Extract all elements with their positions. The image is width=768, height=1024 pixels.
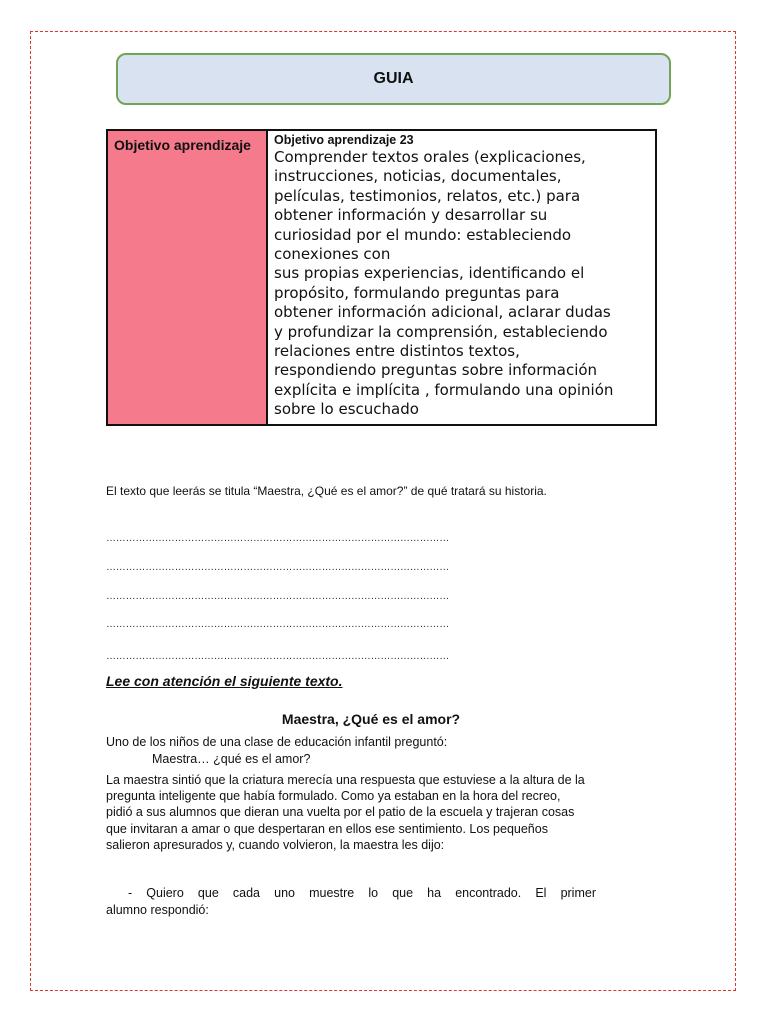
title-banner bbox=[116, 53, 671, 105]
answer-line[interactable]: …………………………………………………………………………………………… bbox=[106, 591, 450, 602]
objective-label-cell bbox=[108, 131, 268, 424]
answer-line[interactable]: …………………………………………………………………………………………… bbox=[106, 651, 450, 662]
story-dialog bbox=[106, 885, 596, 919]
dialog-line: alumno respondió: bbox=[106, 903, 209, 917]
answer-line[interactable]: …………………………………………………………………………………………… bbox=[106, 533, 450, 544]
story-paragraph-line: salieron apresurados y, cuando volvieron, la maestra les dijo: bbox=[106, 837, 445, 852]
dialog-line: - Quiero que cada uno muestre lo que ha encontrado. El primer bbox=[128, 886, 596, 900]
objective-body bbox=[274, 148, 649, 420]
objective-content-cell bbox=[268, 131, 655, 424]
objective-body-line: sus propias experiencias, identificando el bbox=[274, 264, 585, 283]
story-paragraph-line: pidió a sus alumnos que dieran una vuelta por el patio de la escuela y trajeran cosas bbox=[106, 805, 575, 820]
objective-body-line: películas, testimonios, relatos, etc.) para bbox=[274, 186, 581, 205]
objective-body-line: sobre lo escuchado bbox=[274, 400, 419, 419]
objective-body-line: explícita e implícita , formulando una opinión bbox=[274, 380, 614, 399]
objective-body-line: propósito, formulando preguntas para bbox=[274, 283, 560, 302]
objective-body-line: relaciones entre distintos textos, bbox=[274, 342, 520, 361]
answer-line[interactable]: …………………………………………………………………………………………… bbox=[106, 619, 450, 630]
reading-instruction: Lee con atención el siguiente texto. bbox=[106, 673, 343, 689]
objective-body-line: conexiones con bbox=[274, 245, 391, 264]
story-quote: Maestra… ¿qué es el amor? bbox=[152, 752, 311, 766]
answer-line[interactable]: …………………………………………………………………………………………… bbox=[106, 562, 450, 573]
story-paragraph bbox=[106, 772, 636, 853]
objective-body-line: instrucciones, noticias, documentales, bbox=[274, 167, 562, 186]
objective-body-line: obtener información adicional, aclarar dudas bbox=[274, 303, 611, 322]
objective-body-line: y profundizar la comprensión, estableciendo bbox=[274, 322, 608, 341]
objective-body-line: obtener información y desarrollar su bbox=[274, 206, 548, 225]
question-text: El texto que leerás se titula “Maestra, ¿Qué es el amor?” de qué tratará su historia. bbox=[106, 484, 547, 498]
objective-body-line: curiosidad por el mundo: estableciendo bbox=[274, 225, 572, 244]
page-title: GUIA bbox=[373, 70, 414, 87]
objective-body-line: Comprender textos orales (explicaciones, bbox=[274, 148, 586, 166]
objective-heading: Objetivo aprendizaje 23 bbox=[274, 133, 414, 147]
story-paragraph-line: que invitaran a amar o que despertaran en ellos ese sentimiento. Los pequeños bbox=[106, 821, 548, 836]
objective-label: Objetivo aprendizaje bbox=[114, 137, 251, 153]
objective-body-line: respondiendo preguntas sobre información bbox=[274, 361, 598, 380]
story-intro: Uno de los niños de una clase de educación infantil preguntó: bbox=[106, 735, 448, 749]
story-title: Maestra, ¿Qué es el amor? bbox=[281, 711, 461, 727]
objective-table bbox=[106, 129, 657, 426]
story-paragraph-line: La maestra sintió que la criatura merecía una respuesta que estuviese a la altura de la bbox=[106, 773, 585, 787]
story-paragraph-line: pregunta inteligente que había formulado. Como ya estaban en la hora del recreo, bbox=[106, 789, 561, 804]
